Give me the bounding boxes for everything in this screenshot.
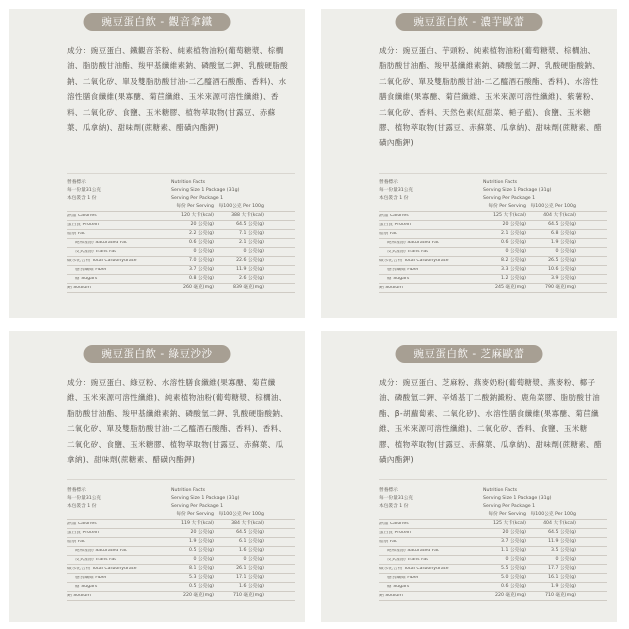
nutrition-header-row: [67, 503, 295, 511]
per-serving-value: 125 大卡(kcal): [493, 212, 526, 218]
nutrient-label: 反式脂肪 Trans Fat: [387, 249, 429, 254]
ingredients-text: 成分：豌豆蛋白、芋頭粉、純素植物油粉(葡萄糖漿、棕櫚油、脂肪酸甘油酯、羧甲基纖維素鈉、磷酸氫二鉀、乳酸硬脂酸鈉、二氧化矽、單及雙脂肪酸甘油-二乙醯酒石酸酯、香料)、水溶性膳食纖維(果寡醣、菊苣纖維、玉米來源可溶性纖維)、紫薯粉、二氧化矽、香料、天然色素(紅甜菜、梔子藍)、食鹽、玉米糖膠、植物萃取物(甘露豆、赤蘇葉、瓜拿納)、甜味劑(蔗糖素、醋磺內酯鉀): [379, 46, 602, 148]
nutrient-label: 蛋白質 Protein: [379, 222, 411, 227]
per-100g-value: 26.5 公克(g): [548, 257, 576, 263]
per-100g-value: 1.9 公克(g): [551, 239, 576, 245]
nutrient-label: 碳水化合物 Total Carbohydrate: [67, 566, 137, 571]
nutrition-facts: [379, 179, 607, 293]
per-serving-value: 8.1 公克(g): [189, 565, 214, 571]
nutrition-row: [67, 284, 295, 293]
per-100g-value: 6.8 公克(g): [551, 230, 576, 236]
nutrition-row: [379, 248, 607, 257]
nutrient-label: 鈉 Sodium: [379, 285, 403, 290]
per-100g-value: 0 公克(g): [555, 248, 576, 254]
per-100g-value: 1.9 公克(g): [551, 583, 576, 589]
nutrition-row: [67, 275, 295, 284]
nutrient-label: 膳食纖維 Fiber: [387, 267, 419, 272]
per-100g-value: 16.1 公克(g): [548, 574, 576, 580]
nutrition-row: [379, 547, 607, 556]
per-serving-value: 8.2 公克(g): [501, 257, 526, 263]
per-100g-header: 每100公克 Per 100g: [530, 511, 576, 517]
nutrition-header-zh: 本包裝含 1 份: [67, 195, 97, 201]
nutrient-label: 飽和脂肪 Saturated Fat: [75, 240, 127, 245]
nutrition-header-zh: 本包裝含 1 份: [67, 503, 97, 509]
nutrition-row: [379, 257, 607, 266]
per-serving-value: 1.2 公克(g): [501, 275, 526, 281]
nutrient-label: 脂肪 Fat: [379, 539, 397, 544]
per-100g-value: 11.9 公克(g): [548, 538, 576, 544]
nutrient-label: 膳食纖維 Fiber: [75, 575, 107, 580]
nutrition-facts: [379, 487, 607, 601]
nutrient-label: 碳水化合物 Total Carbohydrate: [379, 566, 449, 571]
nutrition-header-en: Nutrition Facts: [483, 179, 518, 185]
nutrition-header-row: [379, 495, 607, 503]
per-100g-value: 2.6 公克(g): [239, 275, 264, 281]
nutrition-header-zh: 每一份量31公克: [67, 495, 102, 501]
nutrition-header-row: [67, 187, 295, 195]
product-title: 豌豆蛋白飲 - 濃芋歐蕾: [396, 13, 543, 31]
nutrient-label: 膳食纖維 Fiber: [387, 575, 419, 580]
per-100g-value: 1.6 公克(g): [239, 583, 264, 589]
nutrient-label: 碳水化合物 Total Carbohydrate: [67, 258, 137, 263]
nutrition-row: [67, 529, 295, 538]
nutrition-header-row: [67, 195, 295, 203]
nutrition-header-en: Nutrition Facts: [483, 487, 518, 493]
per-100g-value: 1.6 公克(g): [239, 547, 264, 553]
per-serving-value: 0.5 公克(g): [189, 583, 214, 589]
nutrition-row: [379, 538, 607, 547]
per-100g-header: 每100公克 Per 100g: [530, 203, 576, 209]
per-serving-value: 20 公克(g): [190, 529, 214, 535]
ingredients-text: 成分：豌豆蛋白、綠豆粉、水溶性膳食纖維(果寡醣、菊苣纖維、玉米來源可溶性纖維)、純素植物油粉(葡萄糖漿、棕櫚油、脂肪酸甘油酯、羧甲基纖維素鈉、磷酸氫二鉀、乳酸硬脂酸鈉、二氧化矽、單及雙脂肪酸甘油-二乙醯酒石酸酯、香料)、香料、二氧化矽、食鹽、玉米糖膠、植物萃取物(甘露豆、赤蘇葉、瓜拿納)、甜味劑(蔗糖素、醋磺內酯鉀): [67, 378, 289, 465]
nutrient-label: 反式脂肪 Trans Fat: [75, 249, 117, 254]
nutrition-row: [67, 239, 295, 248]
per-100g-value: 17.1 公克(g): [236, 574, 264, 580]
nutrition-header-en: Serving Per Package 1: [171, 195, 224, 201]
per-serving-value: 0 公克(g): [505, 248, 526, 254]
nutrient-label: 熱量 Calories: [67, 521, 97, 526]
nutrition-row: [67, 266, 295, 275]
per-serving-header: 每份 Per Serving: [176, 511, 214, 517]
per-serving-value: 20 公克(g): [190, 221, 214, 227]
per-100g-value: 10.6 公克(g): [548, 266, 576, 272]
per-100g-value: 17.7 公克(g): [548, 565, 576, 571]
nutrient-label: 脂肪 Fat: [67, 231, 85, 236]
nutrition-header-zh: 本包裝含 1 份: [379, 503, 409, 509]
nutrition-row: [379, 275, 607, 284]
per-100g-value: 710 毫克(mg): [232, 592, 264, 598]
per-100g-value: 384 大卡(kcal): [231, 520, 264, 526]
nutrient-label: 脂肪 Fat: [67, 539, 85, 544]
per-100g-value: 64.5 公克(g): [236, 221, 264, 227]
nutrition-header-row: [379, 487, 607, 495]
per-serving-value: 20 公克(g): [502, 529, 526, 535]
per-100g-value: 22.6 公克(g): [236, 257, 264, 263]
per-100g-value: 404 大卡(kcal): [543, 520, 576, 526]
nutrition-row: [379, 520, 607, 529]
per-serving-value: 0.6 公克(g): [189, 239, 214, 245]
nutrition-header-row: [67, 487, 295, 495]
per-serving-value: 0.6 公克(g): [501, 239, 526, 245]
per-serving-value: 5.0 公克(g): [501, 574, 526, 580]
nutrition-row: [379, 239, 607, 248]
per-serving-value: 2.1 公克(g): [501, 230, 526, 236]
nutrition-header-en: Serving Size 1 Package (31g): [171, 187, 240, 193]
nutrition-row: [67, 547, 295, 556]
per-serving-value: 220 毫克(mg): [494, 592, 526, 598]
nutrient-label: 鈉 Sodium: [67, 285, 91, 290]
ingredients-text: 成分：豌豆蛋白、芝麻粉、燕麥奶粉(葡萄糖漿、燕麥粉、椰子油、磷酸氫二鉀、辛烯基丁二酸鈉澱粉、鹿角菜膠、脂肪酸甘油酯、β-胡蘿蔔素、二氧化矽)、水溶性膳食纖維(果寡醣、菊苣纖維、玉米來源可溶性纖維)、二氧化矽、香料、食鹽、玉米糖膠、植物萃取物(甘露豆、赤蘇葉、瓜拿納)、甜味劑(蔗糖素、醋磺內酯鉀): [379, 378, 602, 465]
nutrition-header-zh: 每一份量31公克: [379, 495, 414, 501]
nutrition-header-zh: 本包裝含 1 份: [379, 195, 409, 201]
nutrition-row: [379, 574, 607, 583]
nutrient-label: 飽和脂肪 Saturated Fat: [75, 548, 127, 553]
per-100g-value: 26.1 公克(g): [236, 565, 264, 571]
product-title: 豌豆蛋白飲 - 綠豆沙沙: [84, 345, 231, 363]
per-100g-value: 3.5 公克(g): [551, 547, 576, 553]
nutrition-header-zh: 營養標示: [67, 487, 86, 493]
per-serving-value: 3.7 公克(g): [189, 266, 214, 272]
nutrient-label: 碳水化合物 Total Carbohydrate: [379, 258, 449, 263]
per-100g-value: 64.5 公克(g): [548, 529, 576, 535]
divider: [67, 479, 295, 480]
nutrition-row: [67, 556, 295, 565]
nutrition-header-en: Serving Per Package 1: [171, 503, 224, 509]
nutrition-row: [379, 583, 607, 592]
nutrition-header-en: Serving Size 1 Package (31g): [483, 495, 552, 501]
nutrient-label: 脂肪 Fat: [379, 231, 397, 236]
nutrition-column-header: [67, 511, 295, 520]
product-title: 豌豆蛋白飲 - 芝麻歐蕾: [396, 345, 543, 363]
per-serving-value: 7.0 公克(g): [189, 257, 214, 263]
per-100g-value: 64.5 公克(g): [548, 221, 576, 227]
per-serving-value: 120 大卡(kcal): [181, 212, 214, 218]
nutrition-row: [379, 266, 607, 275]
nutrient-label: 反式脂肪 Trans Fat: [387, 557, 429, 562]
divider: [67, 173, 295, 174]
nutrition-row: [67, 520, 295, 529]
nutrient-label: 熱量 Calories: [379, 213, 409, 218]
nutrition-row: [67, 257, 295, 266]
nutrition-row: [67, 565, 295, 574]
nutrition-header-en: Nutrition Facts: [171, 487, 206, 493]
nutrition-row: [67, 538, 295, 547]
per-100g-header: 每100公克 Per 100g: [218, 511, 264, 517]
nutrition-row: [67, 248, 295, 257]
per-100g-value: 0 公克(g): [243, 248, 264, 254]
nutrition-header-en: Serving Size 1 Package (31g): [483, 187, 552, 193]
nutrition-header-en: Serving Per Package 1: [483, 195, 536, 201]
per-serving-value: 220 毫克(mg): [182, 592, 214, 598]
per-serving-value: 260 毫克(mg): [182, 284, 214, 290]
nutrition-row: [379, 230, 607, 239]
per-100g-value: 839 毫克(mg): [232, 284, 264, 290]
per-100g-value: 11.9 公克(g): [236, 266, 264, 272]
nutrient-label: 蛋白質 Protein: [379, 530, 411, 535]
per-serving-value: 119 大卡(kcal): [181, 520, 214, 526]
nutrition-header-zh: 每一份量31公克: [379, 187, 414, 193]
per-serving-value: 1.9 公克(g): [189, 538, 214, 544]
nutrition-row: [67, 583, 295, 592]
nutrition-row: [379, 221, 607, 230]
per-100g-value: 7.1 公克(g): [239, 230, 264, 236]
nutrition-header-zh: 營養標示: [67, 179, 86, 185]
nutrition-header-zh: 每一份量31公克: [67, 187, 102, 193]
per-serving-value: 0 公克(g): [193, 248, 214, 254]
divider: [379, 479, 607, 480]
nutrition-facts: [67, 179, 295, 293]
nutrient-label: 糖 Sugars: [75, 276, 98, 281]
nutrition-row: [67, 230, 295, 239]
nutrition-row: [379, 556, 607, 565]
per-serving-value: 0.8 公克(g): [189, 275, 214, 281]
per-100g-value: 6.1 公克(g): [239, 538, 264, 544]
nutrient-label: 蛋白質 Protein: [67, 530, 99, 535]
nutrient-label: 糖 Sugars: [75, 584, 98, 589]
nutrient-label: 飽和脂肪 Saturated Fat: [387, 240, 439, 245]
per-serving-value: 5.5 公克(g): [501, 565, 526, 571]
nutrition-row: [379, 212, 607, 221]
per-100g-value: 388 大卡(kcal): [231, 212, 264, 218]
nutrition-header-en: Nutrition Facts: [171, 179, 206, 185]
per-serving-value: 2.2 公克(g): [189, 230, 214, 236]
nutrient-label: 熱量 Calories: [67, 213, 97, 218]
per-serving-value: 20 公克(g): [502, 221, 526, 227]
nutrition-row: [67, 574, 295, 583]
per-serving-header: 每份 Per Serving: [176, 203, 214, 209]
per-serving-value: 0.6 公克(g): [501, 583, 526, 589]
nutrition-header-en: Serving Per Package 1: [483, 503, 536, 509]
nutrient-label: 反式脂肪 Trans Fat: [75, 557, 117, 562]
nutrition-row: [379, 565, 607, 574]
per-100g-value: 3.9 公克(g): [551, 275, 576, 281]
nutrient-label: 膳食纖維 Fiber: [75, 267, 107, 272]
per-100g-header: 每100公克 Per 100g: [218, 203, 264, 209]
nutrition-header-row: [379, 503, 607, 511]
per-serving-header: 每份 Per Serving: [488, 511, 526, 517]
product-title: 豌豆蛋白飲 - 觀音拿鐵: [84, 13, 231, 31]
per-100g-value: 404 大卡(kcal): [543, 212, 576, 218]
nutrition-row: [67, 592, 295, 601]
per-serving-value: 245 毫克(mg): [494, 284, 526, 290]
nutrition-header-row: [379, 187, 607, 195]
nutrition-header-row: [67, 179, 295, 187]
per-serving-value: 125 大卡(kcal): [493, 520, 526, 526]
per-100g-value: 0 公克(g): [243, 556, 264, 562]
nutrient-label: 熱量 Calories: [379, 521, 409, 526]
nutrition-row: [67, 212, 295, 221]
per-serving-value: 0 公克(g): [193, 556, 214, 562]
per-serving-value: 1.1 公克(g): [501, 547, 526, 553]
product-card-0: [9, 9, 305, 318]
per-serving-header: 每份 Per Serving: [488, 203, 526, 209]
nutrition-header-zh: 營養標示: [379, 179, 398, 185]
nutrient-label: 鈉 Sodium: [67, 593, 91, 598]
per-100g-value: 0 公克(g): [555, 556, 576, 562]
product-card-3: [321, 331, 617, 622]
product-card-2: [9, 331, 305, 622]
nutrition-column-header: [379, 511, 607, 520]
nutrition-header-en: Serving Size 1 Package (31g): [171, 495, 240, 501]
per-serving-value: 3.7 公克(g): [501, 538, 526, 544]
nutrition-row: [67, 221, 295, 230]
nutrition-facts: [67, 487, 295, 601]
nutrient-label: 飽和脂肪 Saturated Fat: [387, 548, 439, 553]
nutrition-row: [379, 592, 607, 601]
nutrition-column-header: [67, 203, 295, 212]
ingredients-text: 成分：豌豆蛋白、鐵觀音茶粉、純素植物油粉(葡萄糖漿、棕櫚油、脂肪酸甘油酯、羧甲基纖維素鈉、磷酸氫二鉀、乳酸硬脂酸鈉、二氧化矽、單及雙脂肪酸甘油-二乙醯酒石酸酯、香料)、水溶性膳食纖維(果寡醣、菊苣纖維、玉米來源可溶性纖維)、香料、二氧化矽、食鹽、玉米糖膠、植物萃取物(甘露豆、赤蘇葉、瓜拿納)、甜味劑(蔗糖素、醋磺內酯鉀): [67, 46, 289, 133]
per-serving-value: 0 公克(g): [505, 556, 526, 562]
product-card-1: [321, 9, 617, 318]
per-serving-value: 0.5 公克(g): [189, 547, 214, 553]
per-100g-value: 710 毫克(mg): [544, 592, 576, 598]
nutrition-row: [379, 284, 607, 293]
nutrient-label: 糖 Sugars: [387, 584, 410, 589]
per-serving-value: 5.3 公克(g): [189, 574, 214, 580]
nutrient-label: 蛋白質 Protein: [67, 222, 99, 227]
nutrition-header-row: [379, 179, 607, 187]
nutrition-header-row: [379, 195, 607, 203]
per-100g-value: 2.1 公克(g): [239, 239, 264, 245]
nutrition-header-zh: 營養標示: [379, 487, 398, 493]
per-100g-value: 790 毫克(mg): [544, 284, 576, 290]
per-100g-value: 64.5 公克(g): [236, 529, 264, 535]
nutrient-label: 糖 Sugars: [387, 276, 410, 281]
nutrition-row: [379, 529, 607, 538]
divider: [379, 173, 607, 174]
nutrient-label: 鈉 Sodium: [379, 593, 403, 598]
per-serving-value: 3.3 公克(g): [501, 266, 526, 272]
nutrition-column-header: [379, 203, 607, 212]
nutrition-header-row: [67, 495, 295, 503]
